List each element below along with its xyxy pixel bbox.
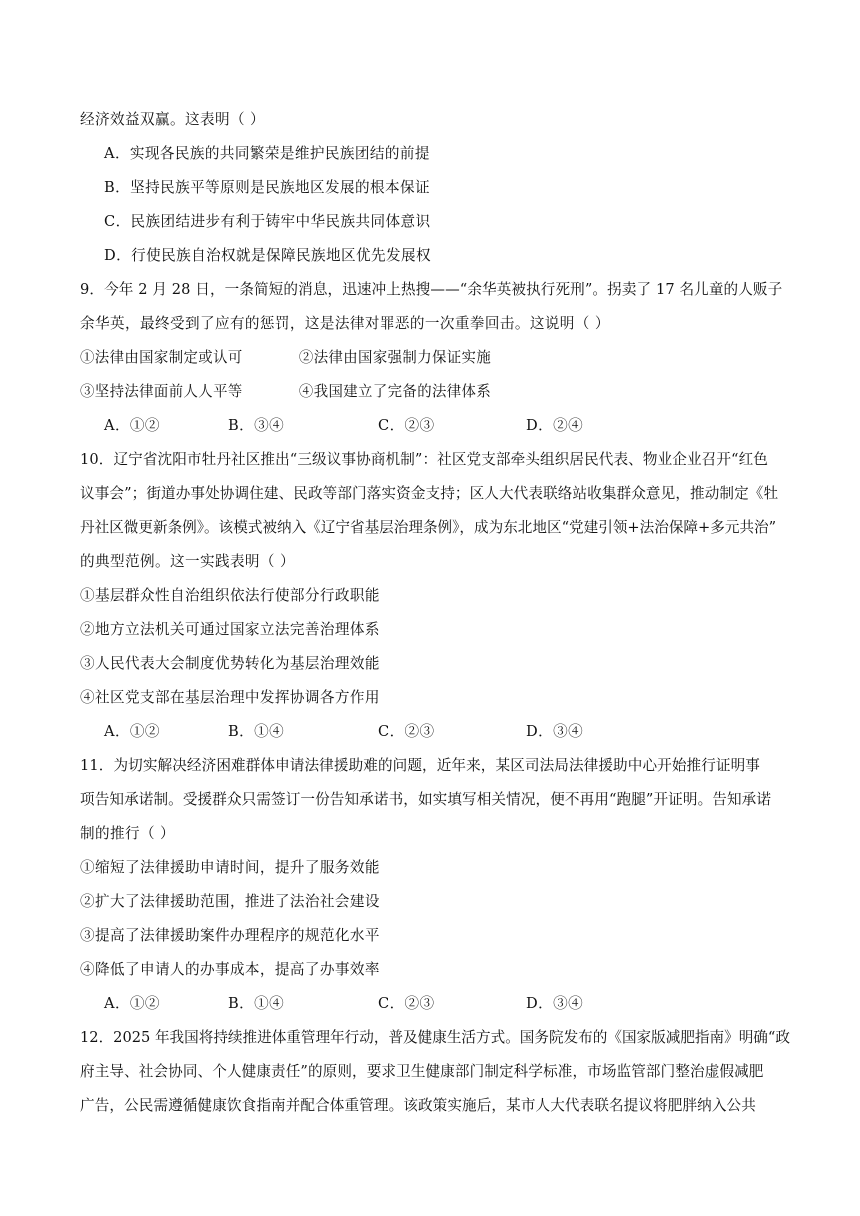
q9-stem-line-2: 余华英，最终受到了应有的惩罚，这是法律对罪恶的一次重拳回击。这说明（ ） (80, 315, 610, 332)
q10-stem-line-4: 的典型范例。这一实践表明（ ） (80, 553, 295, 570)
q10-stem-line-3: 丹社区微更新条例》。该模式被纳入《辽宁省基层治理条例》，成为东北地区“党建引领+法治保障+多元共治” (80, 519, 777, 536)
q10-stem-line-2: 议事会”；街道办事处协调住建、民政等部门落实资金支持；区人大代表联络站收集群众意见，推动制定《牡 (80, 485, 779, 502)
q8-option-c: C．民族团结进步有利于铸牢中华民族共同体意识 (104, 213, 431, 230)
q9-statement-4: ④我国建立了完备的法律体系 (298, 383, 492, 400)
q11-statement-2: ②扩大了法律援助范围，推进了法治社会建设 (80, 893, 380, 910)
q10-choice-d: D．③④ (526, 723, 584, 740)
q9-choice-d: D．②④ (526, 417, 584, 434)
q12-stem-line-1: 12．2025 年我国将持续推进体重管理年行动，普及健康生活方式。国务院发布的《国家版减肥指南》明确“政 (80, 1029, 790, 1046)
q8-stem-tail: 经济效益双赢。这表明（ ） (80, 111, 265, 128)
q12-stem-line-2: 府主导、社会协同、个人健康责任”的原则，要求卫生健康部门制定科学标准，市场监管部门整治虚假减肥 (80, 1063, 764, 1080)
q11-stem-line-2: 项告知承诺制。受援群众只需签订一份告知承诺书，如实填写相关情况，便不再用“跑腿”开证明。告知承诺 (80, 791, 772, 808)
q11-statement-4: ④降低了申请人的办事成本，提高了办事效率 (80, 961, 380, 978)
q10-choice-b: B．①④ (228, 723, 285, 740)
q9-statement-2: ②法律由国家强制力保证实施 (298, 349, 492, 366)
q9-stem-line-1: 9．今年 2 月 28 日，一条简短的消息，迅速冲上热搜——“余华英被执行死刑”。拐卖了 17 名儿童的人贩子 (80, 281, 783, 298)
q10-statement-3: ③人民代表大会制度优势转化为基层治理效能 (80, 655, 380, 672)
q10-choice-a: A．①② (104, 723, 160, 740)
q11-statement-3: ③提高了法律援助案件办理程序的规范化水平 (80, 927, 380, 944)
q11-choice-a: A．①② (104, 995, 160, 1012)
q10-statement-1: ①基层群众性自治组织依法行使部分行政职能 (80, 587, 380, 604)
q11-statement-1: ①缩短了法律援助申请时间，提升了服务效能 (80, 859, 380, 876)
q8-option-a: A．实现各民族的共同繁荣是维护民族团结的前提 (104, 145, 430, 162)
q11-choice-b: B．①④ (228, 995, 285, 1012)
q10-choice-c: C．②③ (378, 723, 435, 740)
q8-option-b: B．坚持民族平等原则是民族地区发展的根本保证 (104, 179, 430, 196)
q11-stem-line-1: 11．为切实解决经济困难群体申请法律援助难的问题，近年来，某区司法局法律援助中心开始推行证明事 (80, 757, 760, 774)
q11-stem-line-3: 制的推行（ ） (80, 825, 176, 842)
q9-statement-1: ①法律由国家制定或认可 (80, 349, 243, 366)
q11-choice-d: D．③④ (526, 995, 584, 1012)
q8-option-d: D．行使民族自治权就是保障民族地区优先发展权 (104, 247, 431, 264)
q11-choice-c: C．②③ (378, 995, 435, 1012)
q10-statement-4: ④社区党支部在基层治理中发挥协调各方作用 (80, 689, 380, 706)
q9-statement-3: ③坚持法律面前人人平等 (80, 383, 243, 400)
q10-statement-2: ②地方立法机关可通过国家立法完善治理体系 (80, 621, 380, 638)
q9-choice-c: C．②③ (378, 417, 435, 434)
q9-choice-b: B．③④ (228, 417, 285, 434)
q10-stem-line-1: 10．辽宁省沈阳市牡丹社区推出“三级议事协商机制”：社区党支部牵头组织居民代表、物业企业召开“红色 (80, 451, 768, 468)
q9-choice-a: A．①② (104, 417, 160, 434)
q12-stem-line-3: 广告，公民需遵循健康饮食指南并配合体重管理。该政策实施后，某市人大代表联名提议将肥胖纳入公共 (80, 1097, 756, 1114)
